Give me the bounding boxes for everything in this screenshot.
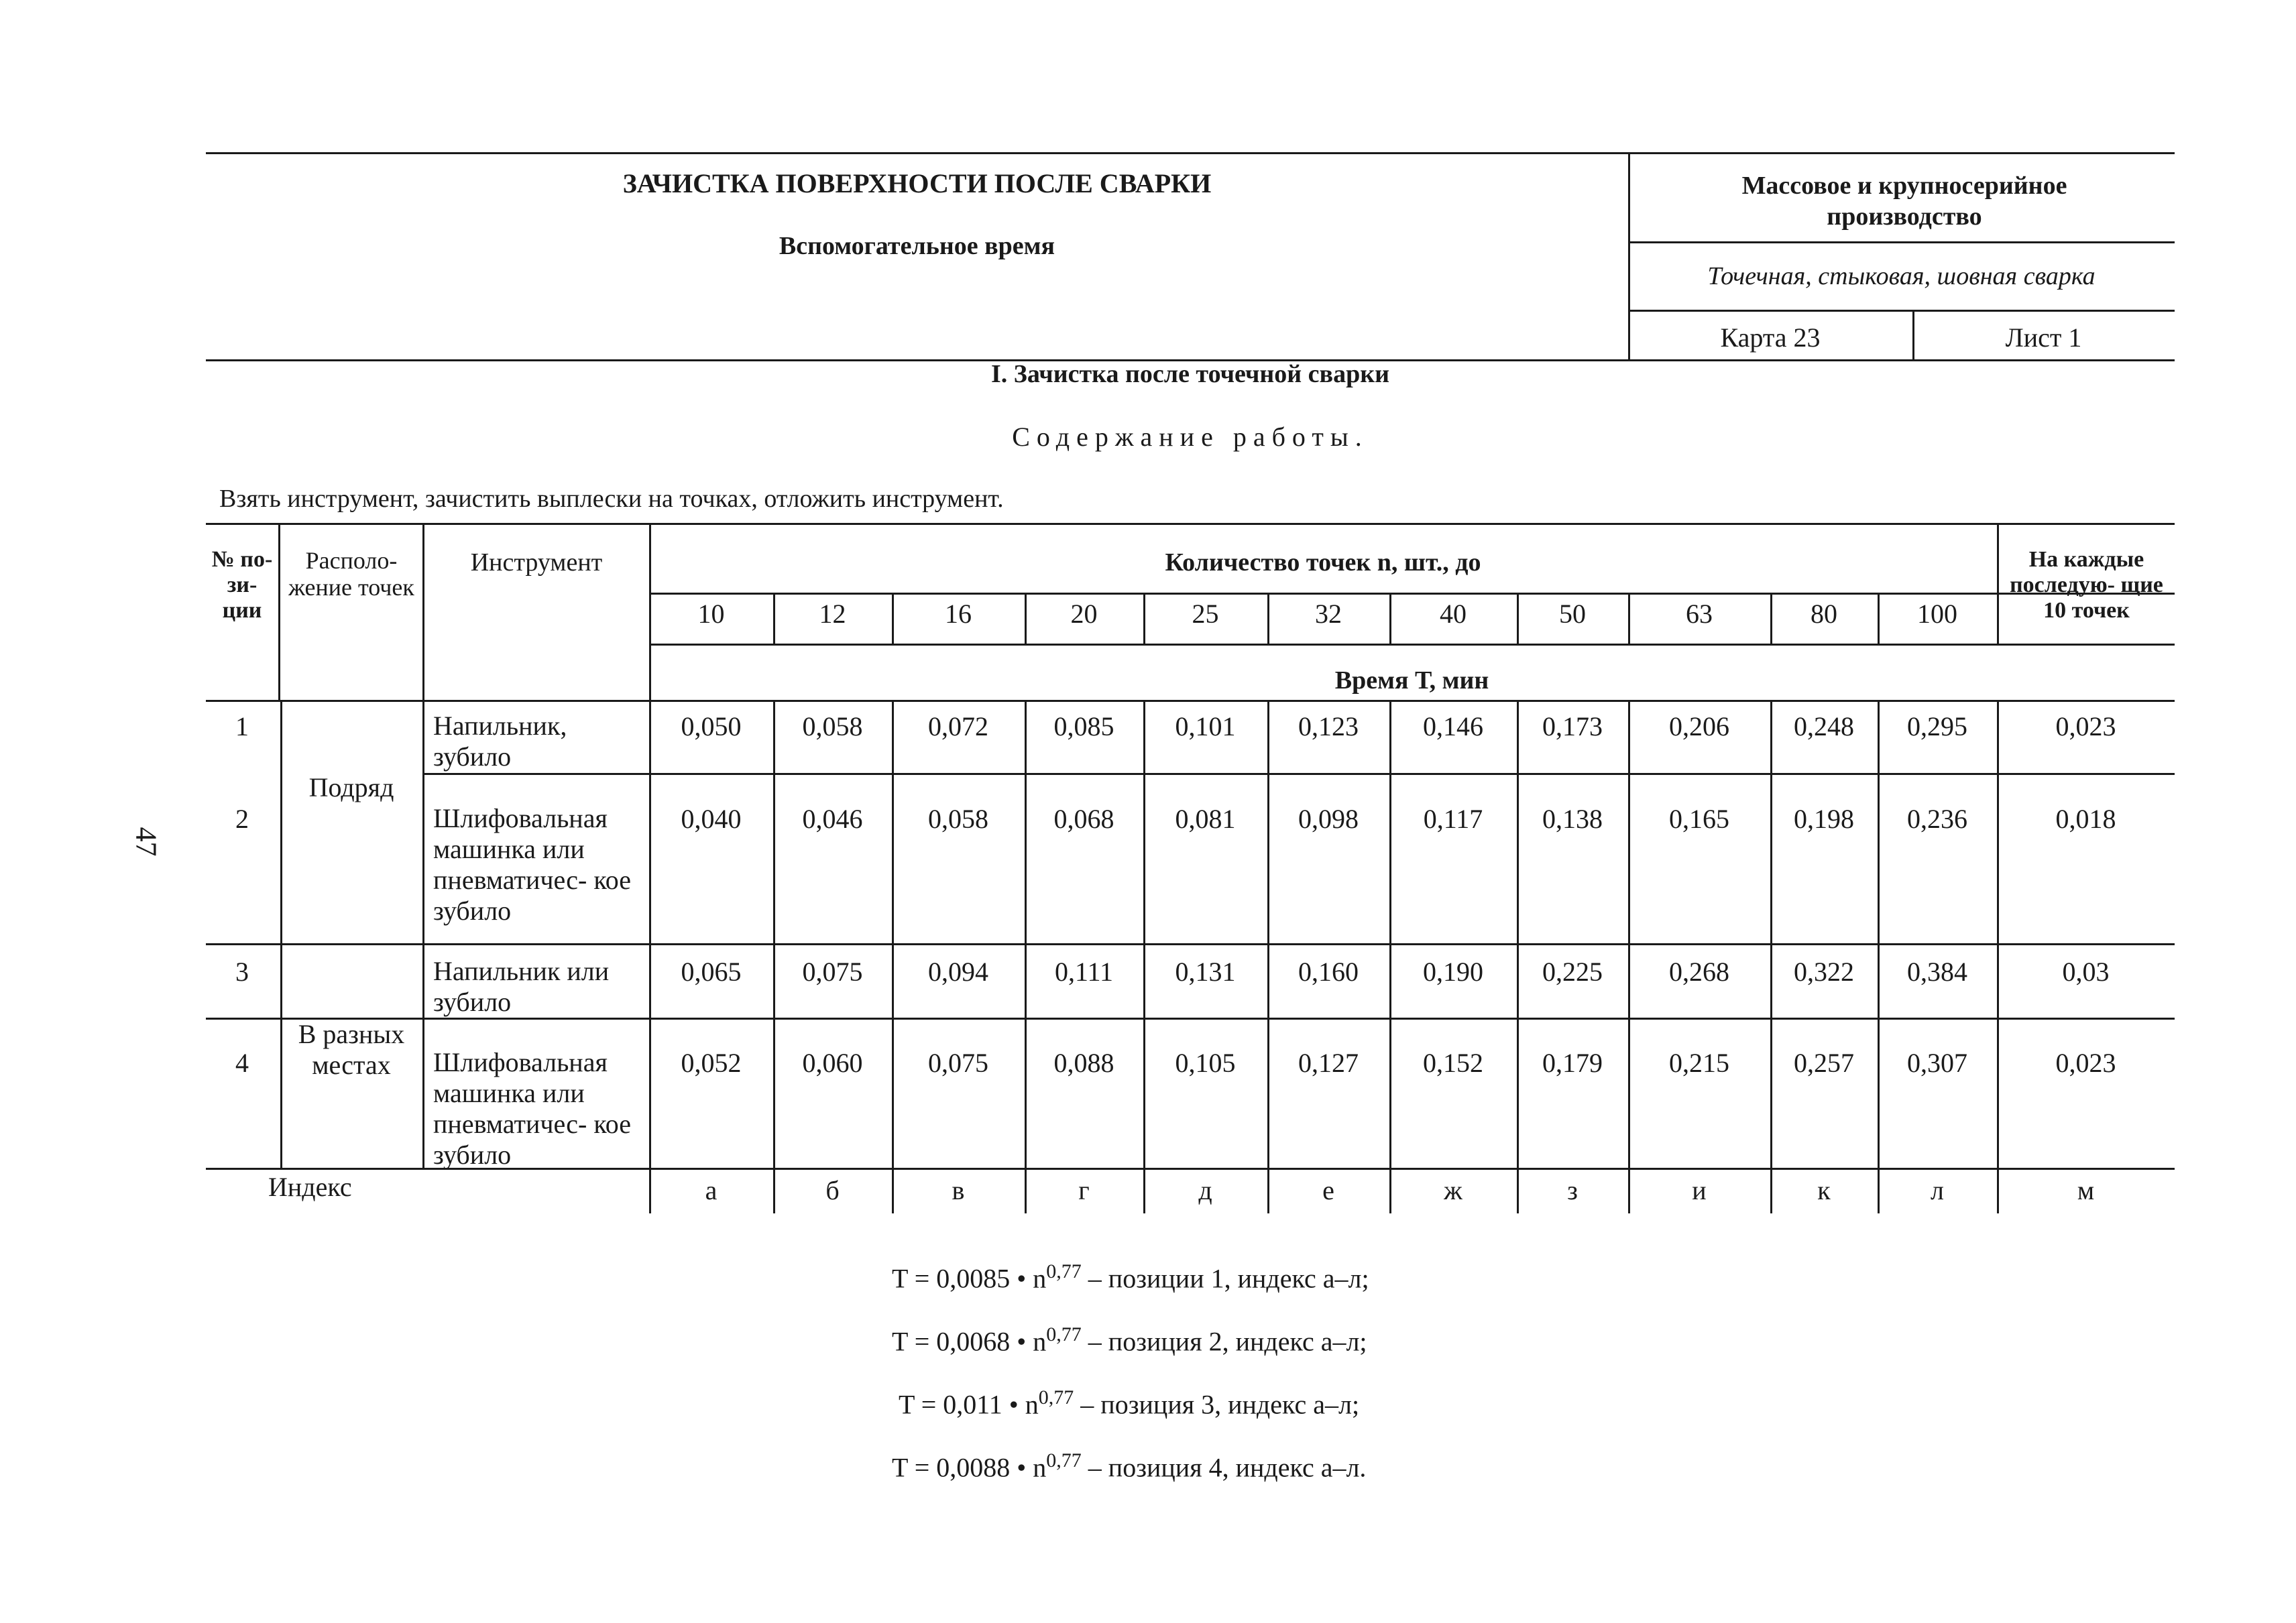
points-values-rule <box>649 644 2175 646</box>
points-value: 63 <box>1686 599 1713 629</box>
index-letter: ж <box>1444 1175 1462 1205</box>
row-2-position: 2 <box>235 804 249 834</box>
points-value: 25 <box>1192 599 1219 629</box>
row-3-value: 0,322 <box>1794 957 1854 987</box>
points-value: 12 <box>819 599 846 629</box>
row-1-value: 0,050 <box>681 711 742 741</box>
sheet-number: Лист 1 <box>2005 322 2082 353</box>
index-letter: г <box>1078 1175 1090 1205</box>
row-1-next: 0,023 <box>2055 711 2116 741</box>
row-4-value: 0,152 <box>1423 1048 1483 1078</box>
row-1-tool: Напильник, зубило <box>433 711 567 772</box>
formula-exponent: 0,77 <box>1046 1449 1082 1471</box>
row-3-value: 0,160 <box>1298 957 1359 987</box>
row-1-position: 1 <box>235 711 249 741</box>
points-header-rule <box>649 593 2175 595</box>
table-top-rule <box>206 523 2175 525</box>
col-position-header: № по- зи- ции <box>211 547 273 623</box>
points-value: 50 <box>1559 599 1586 629</box>
index-letter: л <box>1931 1175 1944 1205</box>
row-4-value: 0,127 <box>1298 1048 1359 1078</box>
pos-col-rule <box>278 523 280 700</box>
row-1-value: 0,146 <box>1423 711 1483 741</box>
production-type: Массовое и крупносерийное производство <box>1741 172 2067 231</box>
document-subtitle: Вспомогательное время <box>779 232 1055 260</box>
row-3-value: 0,131 <box>1175 957 1236 987</box>
row-4-value: 0,052 <box>681 1048 742 1078</box>
row-3-tool: Напильник или зубило <box>433 956 610 1017</box>
row-4-value: 0,215 <box>1669 1048 1729 1078</box>
row-3-value: 0,268 <box>1669 957 1729 987</box>
row-2-value: 0,040 <box>681 804 742 834</box>
points-value: 40 <box>1440 599 1467 629</box>
col-next-header: На каждые последую- щие 10 точек <box>2010 547 2163 623</box>
index-label: Индекс <box>268 1172 352 1202</box>
row-4-value: 0,105 <box>1175 1048 1236 1078</box>
points-value: 32 <box>1315 599 1342 629</box>
row-3-value: 0,190 <box>1423 957 1483 987</box>
row-4-value: 0,257 <box>1794 1048 1854 1078</box>
index-letter: з <box>1567 1175 1578 1205</box>
index-letter: к <box>1817 1175 1831 1205</box>
header-right-rule-1 <box>1628 241 2175 243</box>
row-3-value: 0,075 <box>802 957 863 987</box>
formula-coefficient: T = 0,0068 • n <box>892 1326 1047 1357</box>
row-1-value: 0,101 <box>1175 711 1236 741</box>
section-title: I. Зачистка после точечной сварки <box>990 360 1389 388</box>
row-3-value: 0,065 <box>681 957 742 987</box>
location-various: В разных местах <box>298 1019 405 1080</box>
formula-description: – позиция 4, индекс а–л. <box>1088 1452 1367 1483</box>
row-4-value: 0,060 <box>802 1048 863 1078</box>
row-2-value: 0,198 <box>1794 804 1854 834</box>
row-2-value: 0,117 <box>1423 804 1483 834</box>
row-4-tool: Шлифовальная машинка или пневматичес- кое зубило <box>433 1047 631 1170</box>
col-points-header: Количество точек n, шт., до <box>1165 548 1481 577</box>
location-consecutive: Подряд <box>308 772 394 802</box>
index-letter: д <box>1198 1175 1212 1205</box>
formula-1 <box>892 1260 1369 1294</box>
document-title: ЗАЧИСТКА ПОВЕРХНОСТИ ПОСЛЕ СВАРКИ <box>622 168 1212 198</box>
formula-3 <box>899 1386 1359 1420</box>
row-1-rule <box>422 773 2175 775</box>
time-label: Время Т, мин <box>1334 666 1489 695</box>
location-col-rule <box>422 523 424 1168</box>
index-letter: е <box>1322 1175 1334 1205</box>
row-2-value: 0,165 <box>1669 804 1729 834</box>
welding-type: Точечная, стыковая, шовная сварка <box>1707 262 2096 290</box>
points-value: 10 <box>697 599 725 629</box>
row-3-value: 0,225 <box>1542 957 1603 987</box>
formula-2 <box>892 1323 1367 1357</box>
col-tool-header: Инструмент <box>470 548 603 577</box>
work-content-heading: Содержание работы. <box>1012 422 1369 452</box>
header-top-rule <box>206 152 2175 154</box>
formula-description: – позиция 2, индекс а–л; <box>1088 1326 1367 1357</box>
header-right-rule-2 <box>1628 310 2175 312</box>
row-3-next: 0,03 <box>2062 957 2110 987</box>
row-1-value: 0,206 <box>1669 711 1729 741</box>
formula-4 <box>892 1449 1366 1483</box>
row-4-value: 0,075 <box>928 1048 988 1078</box>
row-2-next: 0,018 <box>2055 804 2116 834</box>
row-4-position: 4 <box>235 1048 249 1078</box>
formula-coefficient: T = 0,0088 • n <box>892 1452 1047 1483</box>
row-2-value: 0,236 <box>1907 804 1967 834</box>
row-1-value: 0,085 <box>1053 711 1114 741</box>
index-letter: м <box>2077 1175 2095 1205</box>
row-2-value: 0,046 <box>802 804 863 834</box>
formula-description: – позиция 3, индекс а–л; <box>1080 1389 1360 1420</box>
row-2-value: 0,098 <box>1298 804 1359 834</box>
formula-exponent: 0,77 <box>1046 1260 1082 1282</box>
index-letter: б <box>825 1175 840 1205</box>
row-1-value: 0,058 <box>802 711 863 741</box>
formula-exponent: 0,77 <box>1046 1323 1082 1345</box>
work-content-text: Взять инструмент, зачистить выплески на точках, отложить инструмент. <box>219 485 1004 513</box>
row-3-value: 0,111 <box>1054 957 1114 987</box>
page-number: 47 <box>129 827 163 857</box>
row-2-value: 0,138 <box>1542 804 1603 834</box>
row-2-tool: Шлифовальная машинка или пневматичес- кое зубило <box>433 803 631 926</box>
index-letter: а <box>705 1175 718 1205</box>
row-2-value: 0,068 <box>1053 804 1114 834</box>
formula-coefficient: T = 0,0085 • n <box>892 1263 1047 1294</box>
row-2-value: 0,058 <box>928 804 988 834</box>
points-value: 80 <box>1811 599 1837 629</box>
pos-col-rule-body <box>280 700 282 1168</box>
points-value: 20 <box>1070 599 1098 629</box>
formula-description: – позиции 1, индекс а–л; <box>1088 1263 1369 1294</box>
row-4-value: 0,307 <box>1907 1048 1967 1078</box>
index-letter: и <box>1692 1175 1707 1205</box>
index-letter: в <box>952 1175 965 1205</box>
row-3-value: 0,094 <box>928 957 988 987</box>
row-1-value: 0,123 <box>1298 711 1359 741</box>
row-1-value: 0,072 <box>928 711 988 741</box>
row-2-value: 0,081 <box>1175 804 1236 834</box>
card-number: Карта 23 <box>1720 322 1821 353</box>
row-3-value: 0,384 <box>1907 957 1967 987</box>
points-value: 16 <box>945 599 972 629</box>
row-4-value: 0,088 <box>1053 1048 1114 1078</box>
formula-exponent: 0,77 <box>1038 1386 1074 1408</box>
points-value: 100 <box>1917 599 1957 629</box>
row-3-position: 3 <box>235 957 249 987</box>
col-location-header: Располо- жение точек <box>288 547 414 601</box>
row-4-next: 0,023 <box>2055 1048 2116 1078</box>
row-1-value: 0,248 <box>1794 711 1854 741</box>
row-4-value: 0,179 <box>1542 1048 1603 1078</box>
row-1-value: 0,295 <box>1907 711 1967 741</box>
row-1-value: 0,173 <box>1542 711 1603 741</box>
formula-coefficient: T = 0,011 • n <box>899 1389 1039 1420</box>
